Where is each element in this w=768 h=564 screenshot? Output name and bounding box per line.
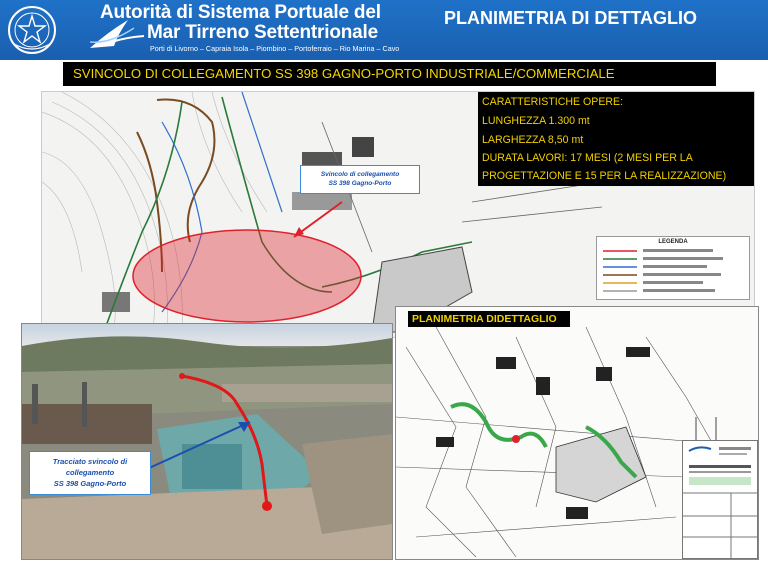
legend-lines: [597, 237, 749, 299]
map-callout-line1: Svincolo di collegamento: [320, 171, 400, 178]
specs-duration-line1: DURATA LAVORI: 17 MESI (2 MESI PER LA: [482, 152, 693, 164]
legend-title: LEGENDA: [658, 239, 688, 245]
specs-heading: CARATTERISTICHE OPERE:: [482, 96, 624, 108]
photo-callout: [29, 451, 151, 495]
map-callout-line2: SS 398 Gagno-Porto: [328, 180, 392, 187]
specs-duration-line2: PROGETTAZIONE E 15 PER LA REALIZZAZIONE): [482, 170, 727, 182]
republic-emblem-icon: [6, 4, 58, 56]
subtitle-text: SVINCOLO DI COLLEGAMENTO SS 398 GAGNO-PORTO INDUSTRIALE/COMMERCIALE: [73, 66, 615, 81]
aerial-photo: [21, 323, 393, 560]
org-name-line2: Mar Tirreno Settentrionale: [147, 22, 378, 43]
title-block-drawing: [683, 441, 757, 558]
drawing-title-block: [682, 440, 758, 559]
ports-list: Porti di Livorno – Capraia Isola – Piombino – Portoferraio – Rio Marina – Cavo: [150, 44, 400, 53]
detail-plan-label: [408, 311, 570, 327]
specs-width: LARGHEZZA 8,50 mt: [482, 134, 584, 146]
specs-panel: [478, 92, 754, 186]
aerial-photo-drawing: [22, 324, 392, 559]
photo-callout-line3: SS 398 Gagno-Porto: [53, 479, 127, 488]
org-name-line1: Autorità di Sistema Portuale del: [100, 2, 381, 23]
subtitle-bar: [63, 62, 716, 86]
photo-callout-line1: Tracciato svincolo di: [52, 457, 128, 466]
page-title: PLANIMETRIA DI DETTAGLIO: [444, 8, 697, 28]
photo-callout-line2: collegamento: [65, 468, 115, 477]
map-callout: [300, 165, 420, 194]
detail-plan-label-text: PLANIMETRIA DIDETTAGLIO: [412, 313, 557, 325]
junction-highlight: [133, 230, 361, 322]
map-legend: [596, 236, 750, 300]
specs-length: LUNGHEZZA 1.300 mt: [482, 115, 590, 127]
header-bar: [0, 0, 768, 60]
